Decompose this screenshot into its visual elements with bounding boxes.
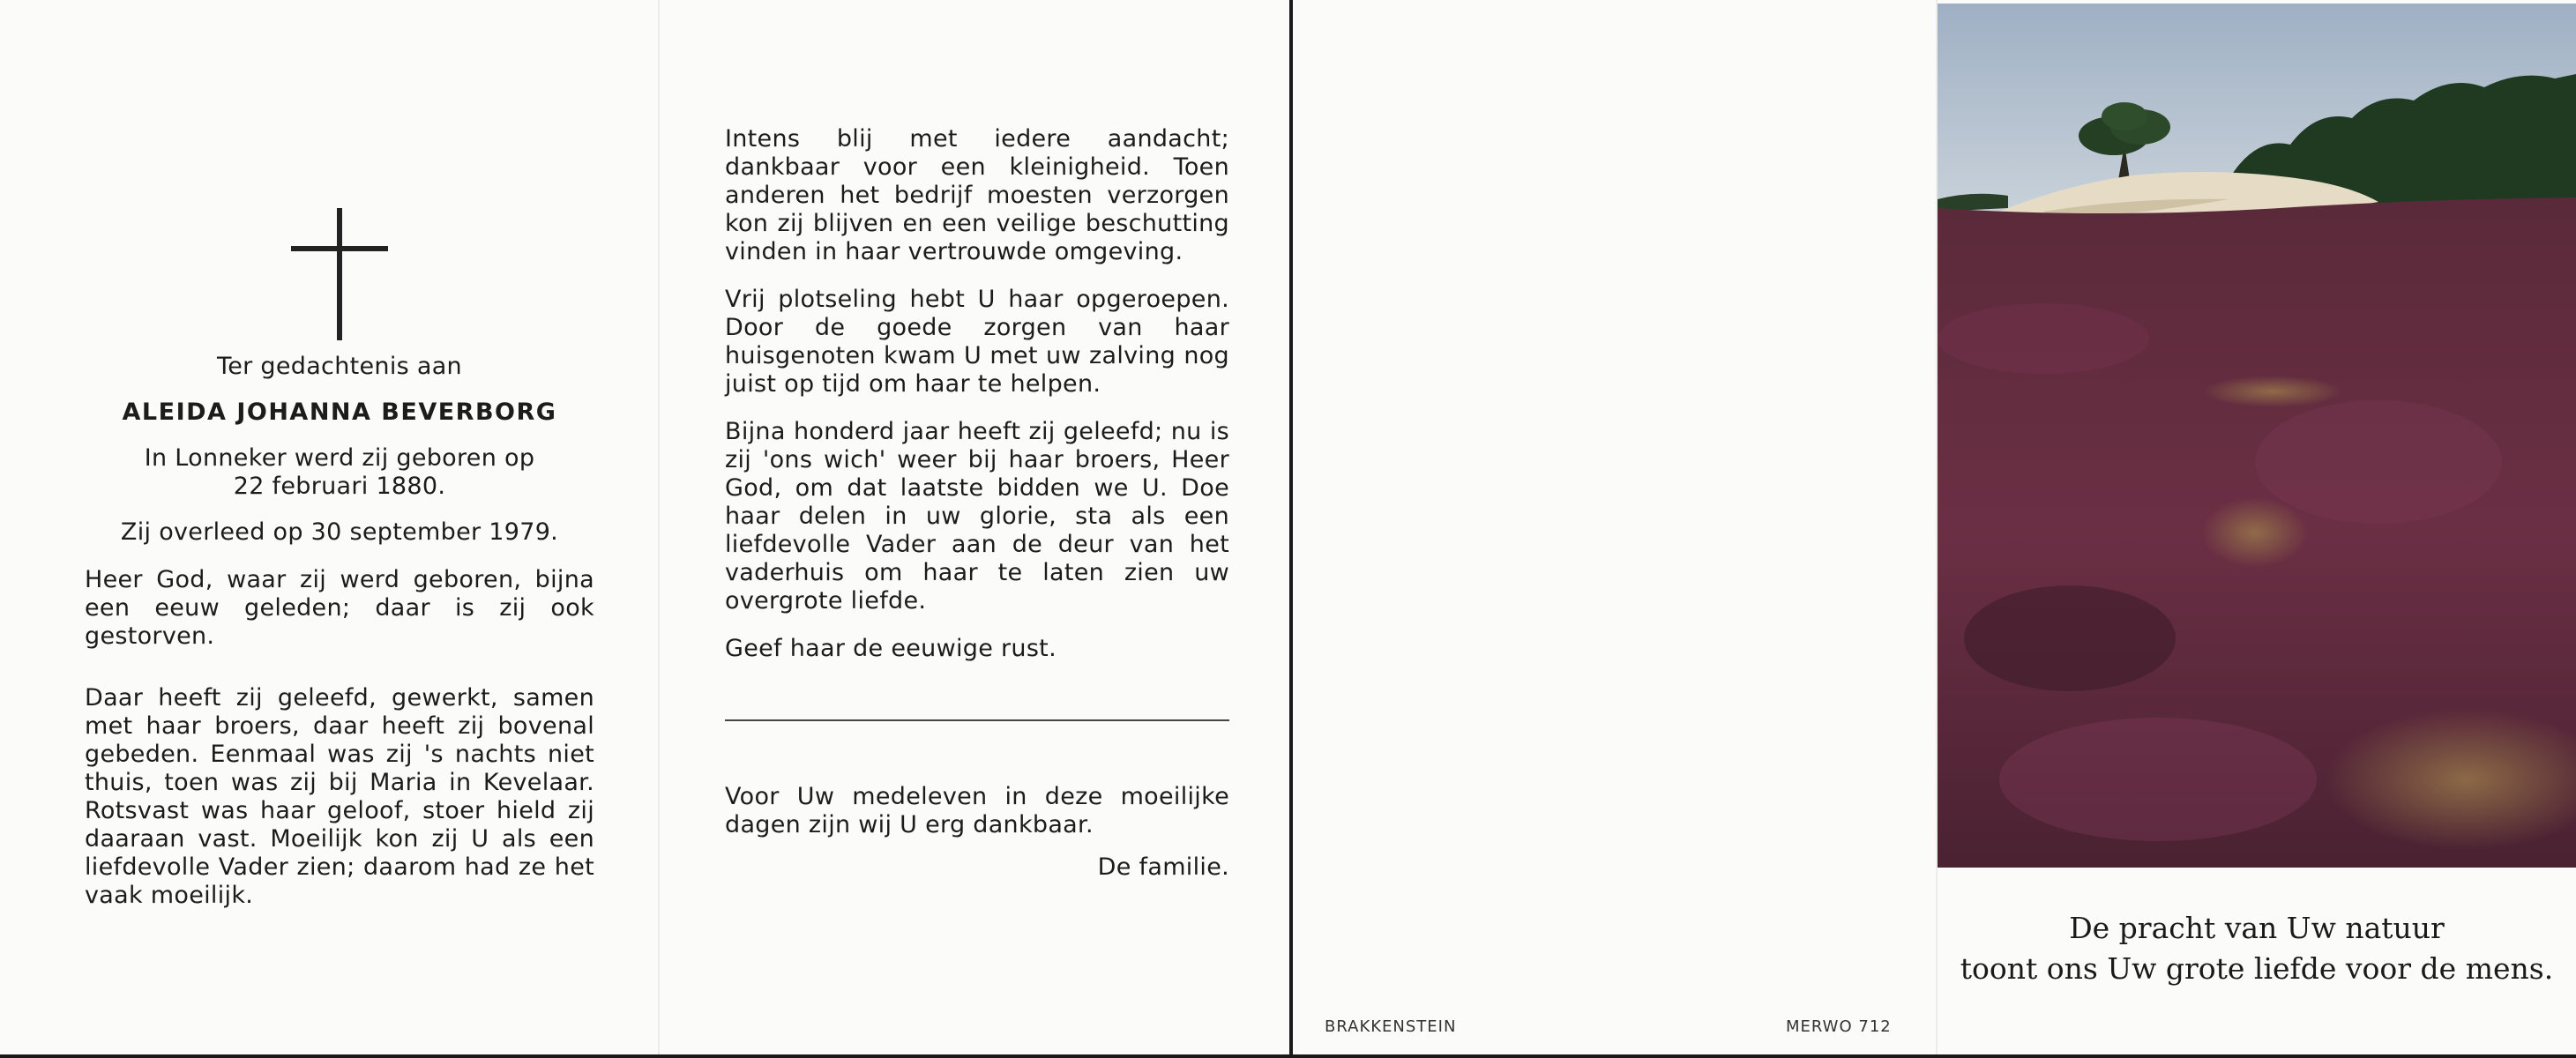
paragraph-3: Intens blij met iedere aandacht; dankbaar voor een kleinigheid. Toen anderen het bedrijf moesten verzorgen kon zij blijven en een veilige beschutting vinden in haar vertrouwde omgeving. — [725, 125, 1229, 265]
photo-caption — [1938, 908, 2576, 989]
paragraph-5: Bijna honderd jaar heeft zij geleefd; nu is zij 'ons wich' weer bij haar broers, Heer God, om dat laatste bidden we U. Doe haar delen in uw glorie, sta als een liefdevolle Vader aan de deur van het vaderhuis om haar te laten zien uw overgrote liefde. — [725, 418, 1229, 615]
memorial-middle-panel — [725, 125, 1229, 882]
caption-line-2: toont ons Uw grote liefde voor de mens. — [1960, 951, 2554, 986]
paragraph-2: Daar heeft zij geleefd, gewerkt, samen met haar broers, daar heeft zij bovenal gebeden. Eenmaal was zij 's nachts niet thuis, toen was zij bij Maria in Kevelaar. Rotsvast was haar geloof, stoer hield zij daaraan vast. Moeilijk kon zij U als een liefdevolle Vader zien; daarom had ze het vaak moeilijk. — [85, 684, 594, 909]
publisher-imprint: BRAKKENSTEIN — [1325, 1017, 1457, 1036]
cross-icon — [291, 208, 388, 340]
paragraph-4: Vrij plotseling hebt U haar opgeroepen. Door de goede zorgen van haar huisgenoten kwam U met uw zalving nog juist op tijd om haar te helpen. — [725, 286, 1229, 398]
heathland-photo — [1938, 4, 2576, 868]
memorial-left-panel — [85, 208, 594, 910]
birth-line-2: 22 februari 1880. — [233, 473, 446, 500]
birth-line-1: In Lonneker werd zij geboren op — [144, 444, 535, 472]
family-signature: De familie. — [1097, 853, 1229, 881]
death-line: Zij overleed op 30 september 1979. — [120, 518, 559, 546]
caption-line-1: De pracht van Uw natuur — [2069, 911, 2445, 945]
intro-text: Ter gedachtenis aan — [217, 353, 462, 380]
divider-line — [725, 719, 1229, 721]
thanks-text: Voor Uw medeleven in deze moeilijke dagen zijn wij U erg dankbaar. — [725, 783, 1229, 838]
paragraph-1: Heer God, waar zij werd geboren, bijna een eeuw geleden; daar is zij ook gestorven. — [85, 566, 594, 650]
prayer-line: Geef haar de eeuwige rust. — [725, 635, 1057, 662]
fold-line — [658, 0, 660, 1054]
deceased-name: ALEIDA JOHANNA BEVERBORG — [122, 399, 557, 426]
product-code: MERWO 712 — [1786, 1017, 1892, 1036]
